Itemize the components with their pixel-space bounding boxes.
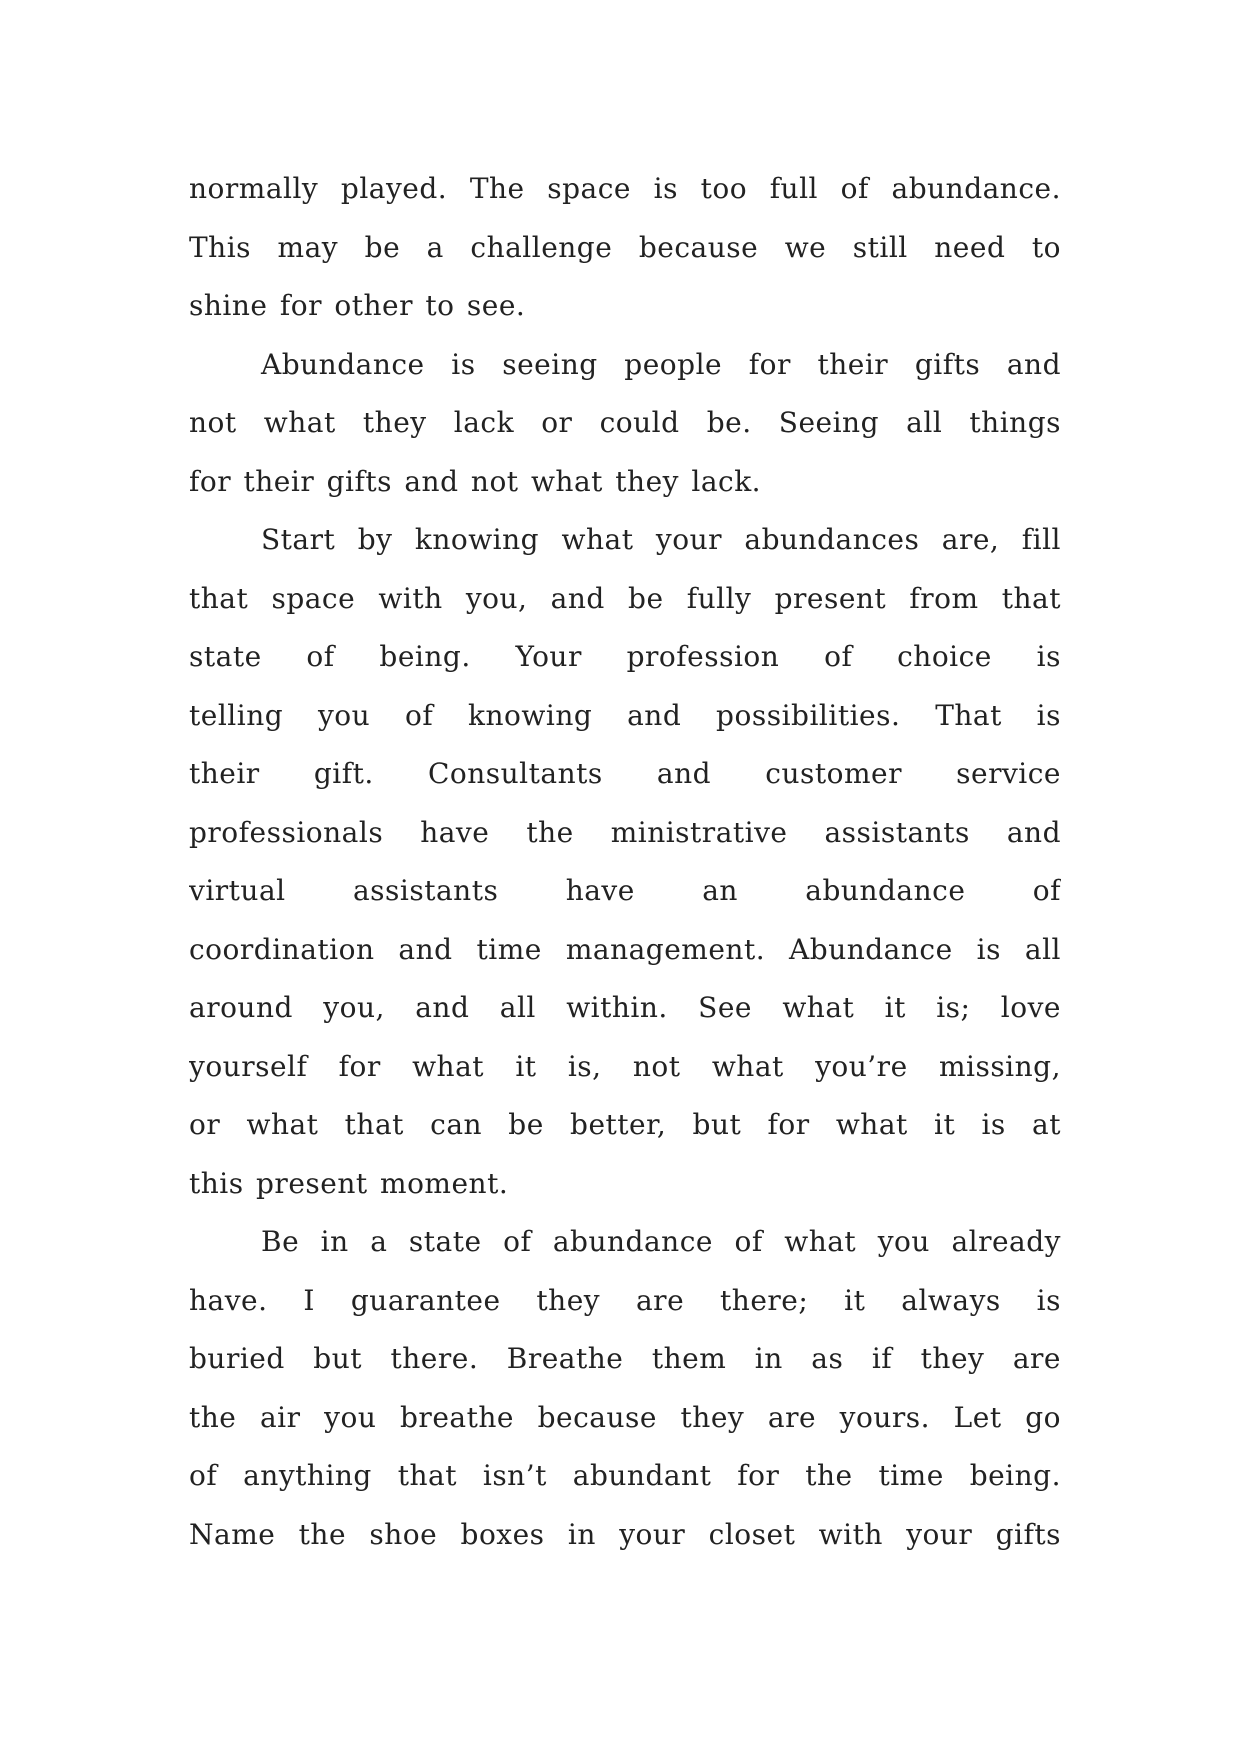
text-line: Start by knowing what your abundances are, fill [261, 523, 1061, 556]
text-line: their gift. Consultants and customer service [189, 757, 1061, 790]
text-line: Abundance is seeing people for their gifts and [261, 347, 1061, 381]
text-line: this present moment. [189, 1166, 509, 1200]
text-line: normally played. The space is too full of abundance. [189, 172, 1061, 205]
text-line: professionals have the ministrative assistants and [189, 815, 1061, 849]
text-line: coordination and time management. Abundance is all [189, 932, 1061, 966]
text-line: Be in a state of abundance of what you already [261, 1225, 1061, 1258]
text-line: buried but there. Breathe them in as if they are [189, 1342, 1061, 1375]
text-line: telling you of knowing and possibilities. That is [189, 698, 1061, 732]
text-line: that space with you, and be fully present from that [189, 581, 1061, 615]
text-line: have. I guarantee they are there; it always is [189, 1283, 1061, 1317]
text-line: yourself for what it is, not what you’re missing, [189, 1049, 1061, 1083]
text-line: state of being. Your profession of choice is [189, 640, 1061, 673]
text-line: shine for other to see. [189, 289, 526, 322]
text-line: for their gifts and not what they lack. [189, 464, 762, 498]
body-text [189, 160, 1061, 1564]
text-line: around you, and all within. See what it is; love [189, 991, 1061, 1024]
text-line: virtual assistants have an abundance of [189, 874, 1061, 907]
text-line: This may be a challenge because we still need to [189, 230, 1061, 264]
text-line: of anything that isn’t abundant for the time being. [189, 1459, 1061, 1492]
text-line: Name the shoe boxes in your closet with your gifts [189, 1517, 1061, 1551]
text-line: not what they lack or could be. Seeing all things [189, 406, 1061, 439]
text-line: the air you breathe because they are yours. Let go [189, 1400, 1061, 1434]
text-line: or what that can be better, but for what it is at [189, 1108, 1061, 1141]
